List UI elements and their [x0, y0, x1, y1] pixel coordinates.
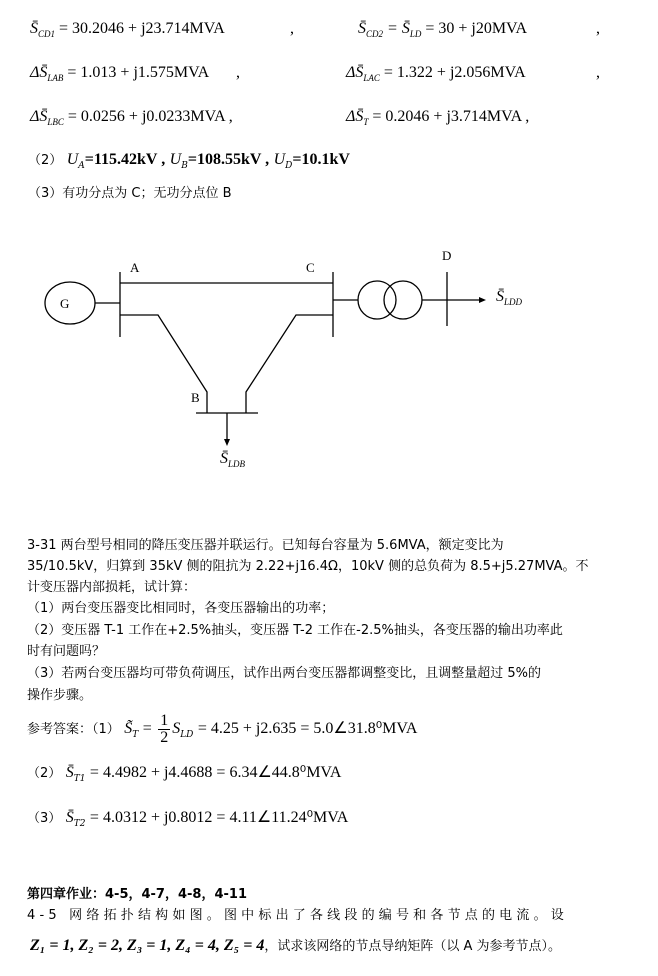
- value: = 4.0312 + j0.8012 = 4.11∠11.24⁰MVA: [89, 809, 349, 826]
- subscript: T1: [73, 774, 86, 784]
- symbol: ΔS̄: [346, 108, 364, 125]
- subscript: T2: [73, 819, 86, 829]
- symbol: ΔS̄: [30, 64, 48, 81]
- arrow-right-icon: [479, 297, 486, 303]
- problem-45-line-2: [30, 937, 561, 956]
- subscript: LDD: [504, 297, 523, 307]
- separator: ,: [290, 20, 294, 37]
- problem-text-line: （2）变压器 T-1 工作在+2.5%抽头，变压器 T-2 工作在-2.5%抽头，各变压器的输出功率此: [27, 623, 563, 638]
- symbol: S: [172, 720, 181, 737]
- label-b: B: [191, 390, 200, 405]
- value: = 0.2046 + j3.714MVA ,: [372, 108, 530, 125]
- value: =115.42kV ,: [84, 151, 166, 168]
- label-g: G: [60, 296, 70, 311]
- symbol: ΔS̄: [30, 108, 48, 125]
- symbol: S̄: [496, 288, 504, 305]
- symbol: S̄: [65, 764, 74, 781]
- symbol: S̄: [220, 450, 228, 467]
- subscript: CD2: [366, 29, 384, 39]
- impedance-formula: Z₁ = 1, Z₂ = 2, Z₃ = 1, Z₄ = 4, Z₅ = 4: [30, 937, 265, 954]
- line-cb: [246, 315, 333, 413]
- symbol: S̄: [30, 20, 38, 37]
- numerator: 1: [160, 711, 169, 729]
- subscript: A: [78, 161, 85, 171]
- fraction: [158, 713, 170, 746]
- label-c: C: [306, 260, 315, 275]
- label-sldb: [220, 450, 245, 473]
- subscript: B: [181, 161, 188, 171]
- subscript: LBC: [47, 117, 64, 127]
- subscript: T: [363, 117, 369, 127]
- label-d: D: [442, 248, 452, 263]
- item-number: （3）: [27, 811, 62, 826]
- problem-text-line: 时有问题吗？: [27, 644, 106, 659]
- symbol: S̄: [65, 809, 74, 826]
- denominator: 2: [160, 728, 169, 746]
- transformer-winding-2: [384, 281, 422, 319]
- subscript: LDB: [228, 459, 246, 469]
- problem-text-line: 计变压器内部损耗，试计算：: [27, 580, 197, 595]
- value: = 1.322 + j2.056MVA: [383, 64, 526, 81]
- problem-text: ，试求该网络的节点导纳矩阵（以 A 为参考节点）。: [264, 939, 562, 954]
- problem-text-line: 4-5 网络拓扑结构如图。图中标出了各线段的编号和各节点的电流。设: [27, 908, 568, 923]
- value: = 4.25 + j2.635 = 5.0∠31.8⁰MVA: [197, 720, 418, 737]
- subscript: T: [132, 730, 139, 740]
- problem-text-line: 3-31 两台型号相同的降压变压器并联运行。已知每台容量为 5.6MVA，额定变比为: [27, 538, 504, 553]
- item-number: （2）: [27, 766, 62, 781]
- answer-3: [27, 809, 348, 833]
- value: = 4.4982 + j4.4688 = 6.34∠44.8⁰MVA: [89, 764, 342, 781]
- power-split-point-text: （3）有功分点为 C；无功分点位 B: [28, 186, 232, 201]
- value: =108.55kV ,: [187, 151, 270, 168]
- subscript: LAC: [363, 73, 380, 83]
- equals: =: [142, 720, 152, 737]
- label-a: A: [130, 260, 140, 275]
- subscript: CD1: [38, 29, 56, 39]
- subscript: LAB: [47, 73, 64, 83]
- symbol: U: [66, 151, 79, 168]
- subscript: D: [285, 161, 293, 171]
- answer-2: [27, 764, 341, 788]
- symbol: U: [169, 151, 182, 168]
- symbol: U: [273, 151, 286, 168]
- symbol: = S̄: [387, 20, 410, 37]
- value: = 30.2046 + j23.714MVA: [59, 20, 225, 37]
- value: =10.1kV: [292, 151, 350, 168]
- separator: ,: [596, 20, 600, 37]
- problem-text-line: 35/10.5kV，归算到 35kV 侧的阻抗为 2.22+j16.4Ω，10kV 侧的总负荷为 8.5+j5.27MVA。不: [27, 559, 589, 574]
- arrow-down-icon: [224, 439, 230, 446]
- value: = 30 + j20MVA: [425, 20, 528, 37]
- chapter-heading: 第四章作业：4-5，4-7，4-8，4-11: [27, 887, 247, 902]
- value: = 1.013 + j1.575MVA: [67, 64, 210, 81]
- symbol: S̃: [124, 720, 133, 737]
- item-number: （2）: [28, 153, 63, 168]
- problem-text-line: （3）若两台变压器均可带负荷调压，试作出两台变压器都调整变比，且调整量超过 5%的: [27, 666, 542, 681]
- separator: ,: [596, 64, 600, 81]
- answer-label: 参考答案：（1）: [27, 722, 120, 737]
- subscript: LD: [409, 29, 422, 39]
- generator-symbol: [45, 282, 95, 324]
- subscript: LD: [180, 730, 194, 740]
- symbol: ΔS̄: [346, 64, 364, 81]
- symbol: S̄: [358, 20, 366, 37]
- label-sldd: [496, 288, 522, 311]
- problem-text-line: 操作步骤。: [27, 688, 93, 703]
- problem-text-line: （1）两台变压器变比相同时，各变压器输出的功率；: [27, 601, 335, 616]
- value: = 0.0256 + j0.0233MVA ,: [67, 108, 233, 125]
- separator: ,: [236, 64, 240, 81]
- answer-1: [27, 712, 417, 746]
